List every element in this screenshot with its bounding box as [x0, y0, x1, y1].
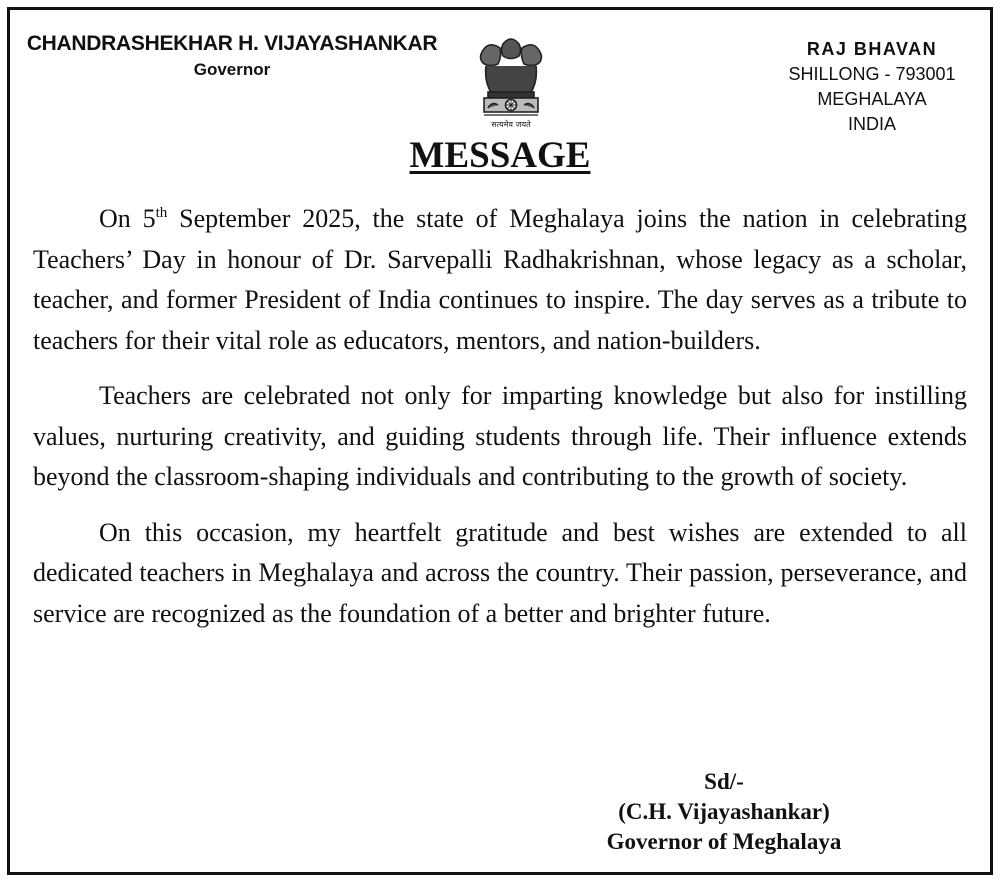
emblem-caption: सत्यमेव जयते	[491, 120, 531, 129]
paragraph: Teachers are celebrated not only for imparting knowledge but also for instilling values, nurturing creativity, and guiding students through life. Their influence extends beyond the classroom-shaping individuals and contributing to the growth of society.	[33, 381, 967, 491]
address-line: SHILLONG - 793001	[788, 64, 956, 84]
paragraph-text: September 2025, the state of Meghalaya joins the nation in celebrating Teachers’ Day in honour of Dr. Sarvepalli Radhakrishnan, whose legacy as a scholar, teacher, and former President of India continues to inspire. The day serves as a tribute to teachers for their vital role as educators, mentors, and nation-builders.	[33, 204, 967, 355]
sender-role: Governor	[193, 60, 271, 79]
paragraph	[33, 199, 967, 361]
signature-block	[574, 767, 874, 857]
signatory-designation: Governor of Meghalaya	[606, 829, 842, 854]
page-title-wrap	[0, 134, 1000, 177]
national-emblem-icon	[472, 30, 550, 132]
sender-block	[22, 32, 442, 80]
address-line: RAJ BHAVAN	[806, 39, 938, 59]
page-title: MESSAGE	[409, 135, 591, 176]
address-line: MEGHALAYA	[817, 89, 927, 109]
paragraph: On this occasion, my heartfelt gratitude and best wishes are extended to all dedicated teachers in Meghalaya and across the country. Their passion, perseverance, and service are recognized as the foundation of a better and brighter future.	[33, 517, 967, 628]
address-block	[762, 37, 982, 137]
address-line: INDIA	[847, 114, 896, 134]
ordinal-suffix: th	[155, 205, 168, 221]
message-body	[33, 199, 967, 649]
sender-name: CHANDRASHEKHAR H. VIJAYASHANKAR	[26, 32, 438, 55]
signature-mark: Sd/-	[704, 769, 744, 794]
paragraph-text: On 5	[99, 204, 156, 233]
signatory-name: (C.H. Vijayashankar)	[618, 799, 830, 824]
